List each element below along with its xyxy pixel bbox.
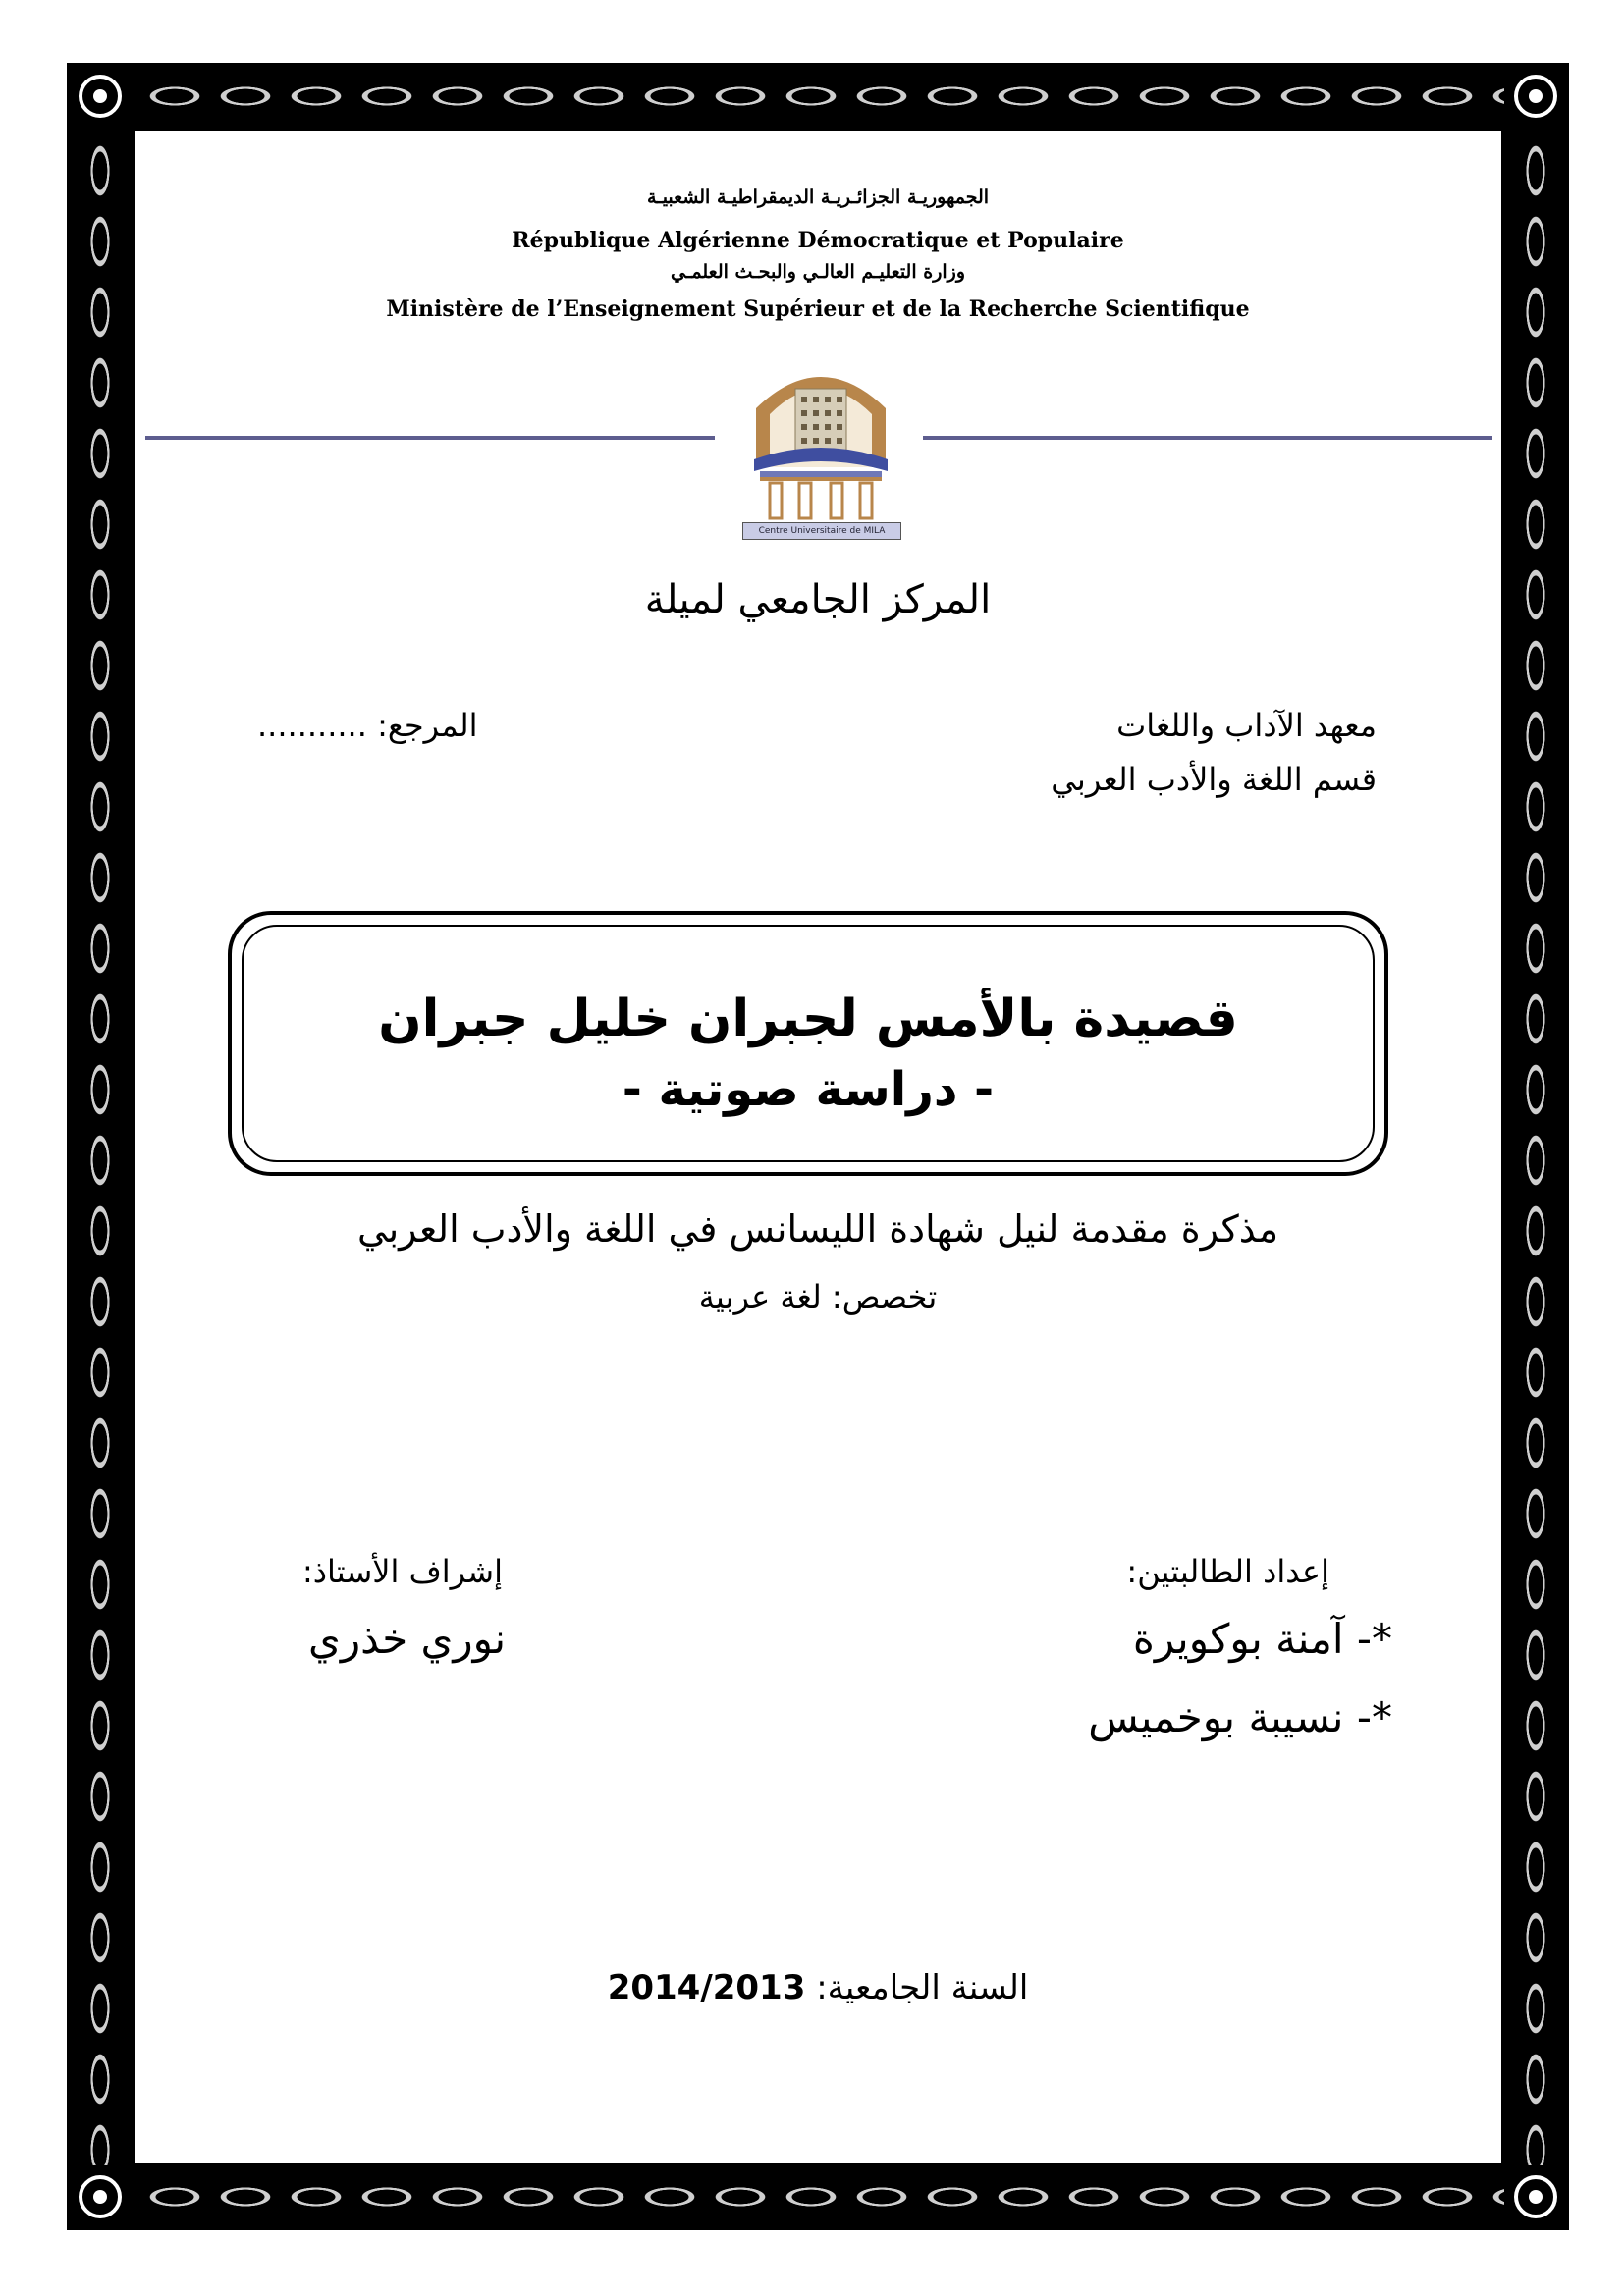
- reference-field: المرجع: ...........: [257, 707, 478, 744]
- university-logo: [734, 349, 907, 540]
- header-divider-right: [923, 436, 1492, 440]
- border-ornament-top: [69, 65, 1567, 128]
- border-corner-icon: [69, 2165, 132, 2228]
- border-ornament-bottom: [69, 2165, 1567, 2228]
- border-corner-icon: [1504, 65, 1567, 128]
- header-divider-left: [145, 436, 715, 440]
- memo-description: مذكرة مقدمة لنيل شهادة الليسانس في اللغة والأدب العربي: [356, 1207, 1279, 1251]
- institution-name: المركز الجامعي لميلة: [644, 577, 992, 622]
- students-label: إعداد الطالبتين:: [1126, 1553, 1329, 1590]
- header-republic-french: République Algérienne Démocratique et Populaire: [512, 228, 1124, 253]
- academic-year-value: 2014/2013: [607, 1968, 806, 2007]
- specialty: تخصص: لغة عربية: [698, 1278, 938, 1315]
- header-ministry-french: Ministère de l’Enseignement Supérieur et de la Recherche Scientifique: [386, 296, 1250, 322]
- thesis-title: قصيدة بالأمس لجبران خليل جبران: [378, 989, 1238, 1048]
- supervisor-name: نوري خذري: [308, 1615, 507, 1663]
- border-corner-icon: [69, 65, 132, 128]
- supervisor-label: إشراف الأستاذ:: [302, 1553, 503, 1590]
- header-republic-arabic: الجمهوريـة الجزائـريـة الديمقراطيـة الشعبيـة: [646, 187, 990, 208]
- institute-name: معهد الآداب واللغات: [1116, 707, 1377, 744]
- university-building-icon: [734, 349, 907, 522]
- border-ornament-left: [69, 65, 132, 2228]
- academic-year: [132, 1968, 1504, 2007]
- student-name: *- آمنة بوكويرة: [1132, 1615, 1392, 1663]
- header-ministry-arabic: وزارة التعليـم العالـي والبحـث العلمـي: [670, 261, 965, 283]
- border-corner-icon: [1504, 2165, 1567, 2228]
- logo-caption: Centre Universitaire de MILA: [742, 522, 901, 540]
- academic-year-label: السنة الجامعية:: [816, 1968, 1029, 2007]
- department-name: قسم اللغة والأدب العربي: [1051, 761, 1377, 798]
- border-ornament-right: [1504, 65, 1567, 2228]
- student-name: *- نسيبة بوخميس: [1088, 1693, 1392, 1741]
- thesis-subtitle: - دراسة صوتية -: [622, 1062, 995, 1117]
